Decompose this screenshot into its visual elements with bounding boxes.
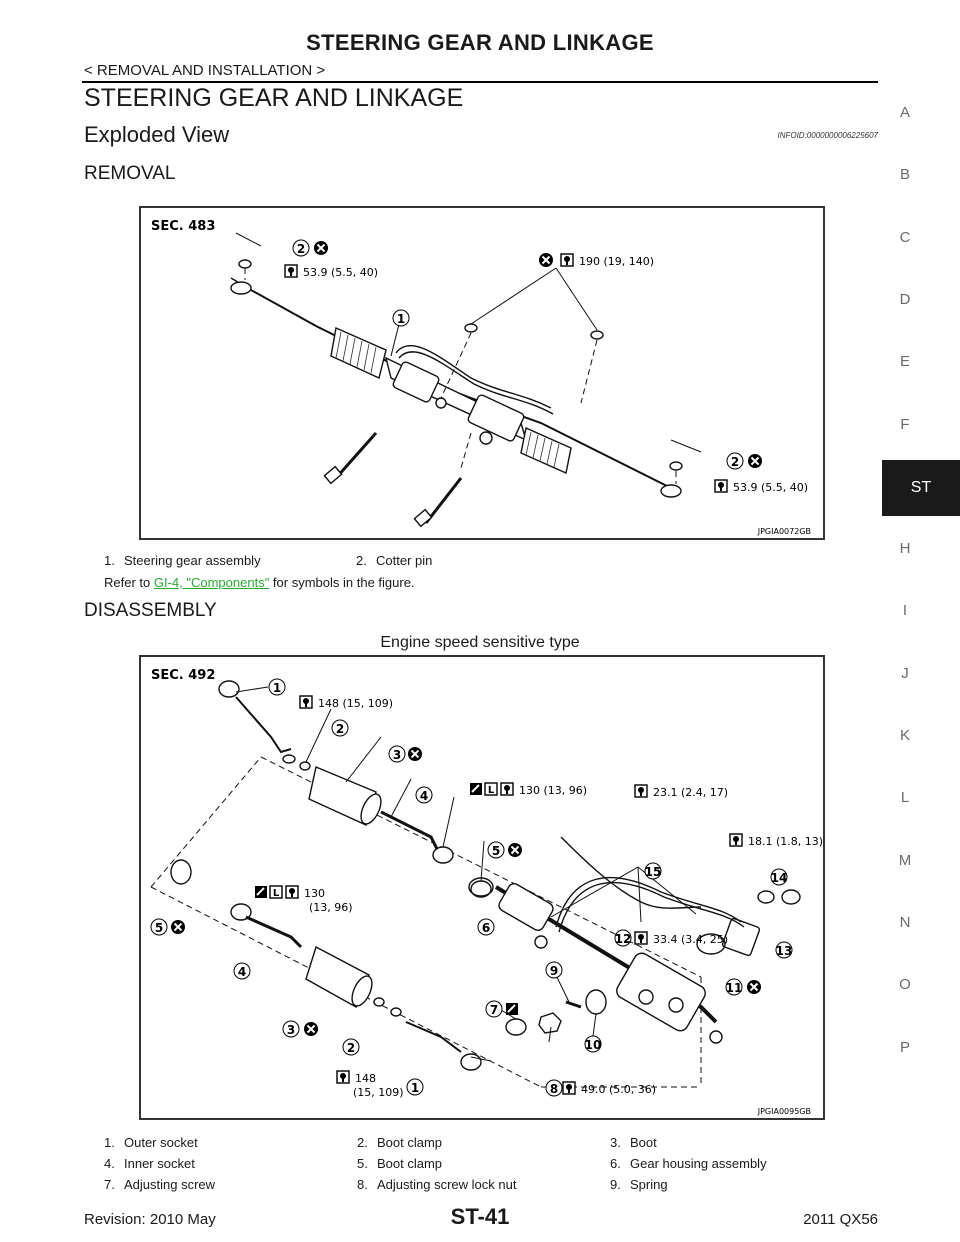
replace-icon: [408, 747, 422, 761]
side-index-e[interactable]: E: [899, 353, 910, 371]
page-heading: STEERING GEAR AND LINKAGE: [84, 84, 464, 112]
svg-text:6: 6: [481, 921, 491, 935]
callout-2-top: [332, 720, 348, 736]
torque-icon: [715, 480, 727, 492]
legend-num: 2.: [357, 1135, 368, 1150]
torque-label-5a: 130: [304, 887, 325, 900]
side-index-j[interactable]: J: [901, 664, 909, 682]
legend-row: [104, 1135, 767, 1156]
grease-icon: [255, 886, 267, 898]
figure-code: JPGIA0072GB: [757, 527, 811, 536]
torque-icon: [563, 1082, 575, 1094]
svg-text:12: 12: [614, 932, 632, 946]
side-index-i[interactable]: I: [902, 602, 908, 620]
locking-sealant-icon: [270, 886, 282, 899]
svg-text:5: 5: [154, 921, 164, 935]
callout-8: [546, 1080, 562, 1096]
svg-text:11: 11: [725, 981, 743, 995]
torque-icon: [285, 265, 297, 277]
svg-text:3: 3: [286, 1023, 296, 1037]
svg-text:2: 2: [296, 242, 306, 256]
figure-code: JPGIA0095GB: [757, 1107, 811, 1116]
callout-4-top: [416, 787, 432, 803]
legend-num: 2.: [356, 553, 367, 568]
callout-1-bottom: [407, 1079, 423, 1095]
grease-icon: [506, 1003, 518, 1015]
page-number: ST-41: [450, 1204, 510, 1229]
legend-num: 9.: [610, 1177, 621, 1192]
callout-2-bottom: [343, 1039, 359, 1055]
torque-icon: [337, 1071, 349, 1083]
torque-icon: [286, 886, 298, 898]
legend-label: Adjusting screw lock nut: [377, 1177, 517, 1192]
replace-icon: [304, 1022, 318, 1036]
torque-label-7b: (15, 109): [353, 1086, 404, 1099]
info-id: INFOID:0000000006225607: [777, 131, 878, 140]
refer-suffix: for symbols in the figure.: [269, 575, 415, 590]
components-link[interactable]: GI-4, "Components": [153, 575, 270, 590]
torque-icon: [635, 932, 647, 944]
replace-icon: [171, 920, 185, 934]
refer-prefix: Refer to: [104, 575, 154, 590]
torque-icon: [730, 834, 742, 846]
legend-label: Boot clamp: [377, 1135, 443, 1150]
svg-text:1: 1: [396, 312, 406, 326]
svg-text:4: 4: [419, 789, 429, 803]
callout-2-bottom: [727, 453, 743, 469]
replace-icon: [314, 241, 328, 255]
side-index-m[interactable]: M: [898, 851, 912, 869]
callout-4-bottom: [234, 963, 250, 979]
svg-text:5: 5: [491, 844, 501, 858]
disassembly-diagram: L SEC. 492 148 (15, 109) 130 (13, 96) 23.1 (2.4, 17) 18.1 (1.8, 13) 130 (13, 96) 33.4 (3.4, 25) 148 (15, 109) 49.0 (5.0, 36) 1 2 3 4 5 5 6 4 3 2 1 7 8 9 10 11 12 13 14 15 JPGIA0095GB: [137, 653, 824, 1116]
legend-row: [104, 1177, 767, 1198]
disassembly-legend: [104, 1135, 767, 1198]
callout-12: [615, 930, 632, 946]
replace-icon: [748, 454, 762, 468]
side-index-p[interactable]: P: [899, 1038, 910, 1056]
svg-text:4: 4: [237, 965, 247, 979]
side-index-a[interactable]: A: [899, 104, 910, 121]
callout-1-top: [269, 679, 285, 695]
legend-label: Cotter pin: [376, 553, 433, 568]
grease-icon: [470, 783, 482, 795]
svg-text:13: 13: [775, 944, 793, 958]
svg-text:2: 2: [346, 1041, 356, 1055]
torque-label-7a: 148: [355, 1072, 376, 1085]
legend-num: 6.: [610, 1156, 621, 1171]
svg-text:1: 1: [272, 681, 282, 695]
svg-text:15: 15: [644, 865, 662, 879]
disassembly-subtitle: DISASSEMBLY: [84, 600, 217, 621]
footer-revision: Revision: 2010 May: [84, 1211, 216, 1228]
torque-label-6: 33.4 (3.4, 25): [653, 933, 729, 946]
torque-icon: [635, 785, 647, 797]
torque-label-5b: (13, 96): [309, 901, 353, 914]
header-divider: [82, 81, 878, 83]
legend-num: 1.: [104, 1135, 115, 1150]
svg-text:14: 14: [770, 871, 788, 885]
torque-label-4: 18.1 (1.8, 13): [748, 835, 824, 848]
figure-caption: Engine speed sensitive type: [380, 634, 580, 651]
callout-5-left: [151, 919, 167, 935]
locking-sealant-icon: [485, 783, 497, 796]
side-index-n[interactable]: N: [899, 913, 911, 931]
callout-3-top: [389, 746, 405, 762]
side-index-o[interactable]: O: [899, 976, 911, 994]
torque-label-mount: 190 (19, 140): [579, 255, 655, 268]
torque-label-1: 148 (15, 109): [318, 697, 394, 710]
callout-2-top: [293, 240, 309, 256]
svg-text:10: 10: [584, 1038, 602, 1052]
torque-label-8: 49.0 (5.0, 36): [581, 1083, 657, 1096]
legend-label: Inner socket: [124, 1156, 195, 1171]
removal-figure: [139, 206, 825, 540]
callout-13: [776, 942, 793, 958]
svg-text:2: 2: [335, 722, 345, 736]
svg-text:3: 3: [392, 748, 402, 762]
svg-text:2: 2: [730, 455, 740, 469]
sec-label: SEC. 492: [151, 668, 216, 683]
torque-icon: [501, 783, 513, 795]
removal-diagram: [141, 208, 823, 538]
torque-label-top: 53.9 (5.5, 40): [303, 266, 379, 279]
legend-label: Gear housing assembly: [630, 1156, 767, 1171]
side-index-f[interactable]: F: [900, 415, 910, 433]
footer-model: 2011 QX56: [803, 1211, 878, 1228]
torque-label-bottom: 53.9 (5.5, 40): [733, 481, 809, 494]
legend-num: 8.: [357, 1177, 368, 1192]
removal-legend: [104, 553, 432, 574]
legend-label: Steering gear assembly: [124, 553, 261, 568]
side-index-k[interactable]: K: [899, 727, 910, 744]
svg-text:1: 1: [410, 1081, 420, 1095]
legend-label: Boot clamp: [377, 1156, 443, 1171]
header-title: STEERING GEAR AND LINKAGE: [306, 30, 654, 55]
torque-label-2: 130 (13, 96): [519, 784, 588, 797]
callout-5-top: [488, 842, 504, 858]
replace-icon: [508, 843, 522, 857]
replace-icon: [747, 980, 761, 994]
side-index-l[interactable]: L: [900, 789, 910, 807]
callout-10: [585, 1036, 602, 1052]
callout-1: [393, 310, 409, 326]
legend-num: 4.: [104, 1156, 115, 1171]
callout-15: [645, 863, 662, 879]
side-index-d[interactable]: D: [899, 290, 911, 308]
side-index-c[interactable]: C: [899, 228, 911, 246]
callout-6: [478, 919, 494, 935]
callout-7: [486, 1001, 502, 1017]
legend-label: Boot: [630, 1135, 657, 1150]
replace-icon: [539, 253, 553, 267]
legend-row: [104, 1156, 767, 1177]
svg-text:9: 9: [549, 964, 559, 978]
removal-subtitle: REMOVAL: [84, 163, 176, 184]
svg-text:8: 8: [549, 1082, 559, 1096]
torque-icon: [300, 696, 312, 708]
legend-label: Outer socket: [124, 1135, 198, 1150]
refer-note: [104, 575, 415, 590]
disassembly-figure: [139, 655, 825, 1120]
svg-text:7: 7: [489, 1003, 499, 1017]
torque-label-3: 23.1 (2.4, 17): [653, 786, 729, 799]
sec-label: SEC. 483: [151, 219, 216, 234]
legend-label: Spring: [630, 1177, 668, 1192]
section-title: Exploded View: [84, 122, 230, 147]
legend-num: 7.: [104, 1177, 115, 1192]
side-index-b[interactable]: B: [899, 166, 910, 184]
side-index-h[interactable]: H: [899, 540, 911, 558]
legend-num: 3.: [610, 1135, 621, 1150]
breadcrumb: < REMOVAL AND INSTALLATION >: [84, 62, 326, 79]
legend-num: 5.: [357, 1156, 368, 1171]
legend-label: Adjusting screw: [124, 1177, 216, 1192]
torque-icon: [561, 254, 573, 266]
callout-14: [771, 869, 788, 885]
legend-num: 1.: [104, 553, 115, 568]
side-index-st[interactable]: ST: [882, 460, 960, 516]
callout-11: [726, 979, 743, 995]
callout-9: [546, 962, 562, 978]
callout-3-bottom: [283, 1021, 299, 1037]
